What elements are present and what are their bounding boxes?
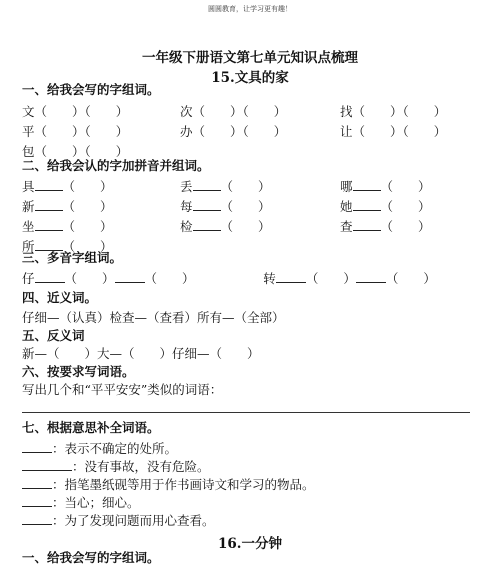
answer-line: [22, 412, 470, 413]
definition-text: ：当心；细心。: [52, 495, 140, 510]
pinyin-cell: [340, 178, 431, 195]
blank-line: [35, 178, 63, 191]
paren-blank: （ ）: [380, 179, 431, 194]
definition-item: [22, 476, 315, 493]
word-cell: 让（ ）（ ）: [340, 124, 447, 139]
word-cell: 文（ ）（ ）: [22, 104, 129, 119]
lesson-2-title: 16.一分钟: [218, 536, 282, 552]
blank-line: [193, 178, 221, 191]
definition-text: ：没有事故，没有危险。: [72, 459, 210, 474]
synonym-line: 仔细—（认真）检查—（查看）所有—（全部）: [22, 310, 285, 325]
character: 具: [22, 179, 35, 194]
definition-item: [22, 494, 140, 511]
character: 所: [22, 239, 35, 254]
word-cell: 次（ ）（ ）: [180, 104, 287, 119]
blank-line: [22, 476, 52, 489]
blank-line: [22, 512, 52, 525]
character: 坐: [22, 219, 35, 234]
pinyin-cell: [22, 218, 113, 235]
section-5-heading: 五、反义词: [22, 328, 85, 343]
pinyin-cell: [340, 198, 431, 215]
character: 检: [180, 219, 193, 234]
pinyin-cell: [22, 178, 113, 195]
section-1-heading: 一、给我会写的字组词。: [22, 82, 160, 97]
definition-item: [22, 458, 210, 475]
definition-text: ：为了发现问题而用心查看。: [52, 513, 215, 528]
character: 查: [340, 219, 353, 234]
definition-text: ：表示不确定的处所。: [52, 441, 178, 456]
word-cell: 找（ ）（ ）: [340, 104, 447, 119]
definition-item: [22, 512, 215, 529]
character: 哪: [340, 179, 353, 194]
character: 新: [22, 199, 35, 214]
blank-line: [35, 198, 63, 211]
section-6-prompt: 写出几个和“平平安安”类似的词语：: [22, 382, 223, 397]
pinyin-cell: [22, 198, 113, 215]
blank-line: [22, 458, 72, 471]
pinyin-cell: [180, 218, 271, 235]
paren-blank: （ ）: [220, 199, 271, 214]
blank-line: [193, 198, 221, 211]
blank-line: [22, 440, 52, 453]
section-7-heading: 七、根据意思补全词语。: [22, 420, 160, 435]
pinyin-cell: [180, 178, 271, 195]
blank-line: [35, 218, 63, 231]
section-8-heading: 一、给我会写的字组词。: [22, 550, 160, 565]
paren-blank: （ ）: [62, 179, 113, 194]
polyphone-char: 仔: [22, 271, 35, 286]
document-title: 一年级下册语文第七单元知识点梳理: [142, 50, 358, 66]
section-6-heading: 六、按要求写词语。: [22, 364, 135, 379]
paren-blank: （ ）: [62, 239, 113, 254]
page-header: 圆圆教育，让学习更有趣！: [208, 5, 292, 13]
blank-line: [353, 218, 381, 231]
paren-blank: （ ）: [380, 199, 431, 214]
lesson-title: 15.文具的家: [211, 70, 289, 86]
definition-item: [22, 440, 177, 457]
blank-line: [193, 218, 221, 231]
polyphone-row: 仔 （ ） （ ） 转 （ ） （ ）: [22, 271, 436, 286]
paren-blank: （ ）: [62, 199, 113, 214]
blank-line: [22, 494, 52, 507]
word-cell: 平（ ）（ ）: [22, 124, 129, 139]
paren-blank: （ ）: [380, 219, 431, 234]
pinyin-cell: [180, 198, 271, 215]
paren-blank: （ ）: [62, 219, 113, 234]
paren-blank: （ ）: [220, 219, 271, 234]
character: 她: [340, 199, 353, 214]
blank-line: [353, 178, 381, 191]
character: 丢: [180, 179, 193, 194]
paren-blank: （ ）: [220, 179, 271, 194]
section-3-heading: 三、多音字组词。: [22, 250, 123, 265]
polyphone-char: 转: [263, 271, 276, 286]
blank-line: [353, 198, 381, 211]
character: 每: [180, 199, 193, 214]
antonym-line: 新—（ ）大—（ ）仔细—（ ）: [22, 346, 260, 361]
definition-text: ：指笔墨纸砚等用于作书画诗文和学习的物品。: [52, 477, 315, 492]
section-2-heading: 二、给我会认的字加拼音并组词。: [22, 158, 210, 173]
word-cell: 办（ ）（ ）: [180, 124, 287, 139]
word-cell: 包（ ）（ ）: [22, 144, 129, 159]
pinyin-cell: [340, 218, 431, 235]
section-4-heading: 四、近义词。: [22, 290, 98, 305]
